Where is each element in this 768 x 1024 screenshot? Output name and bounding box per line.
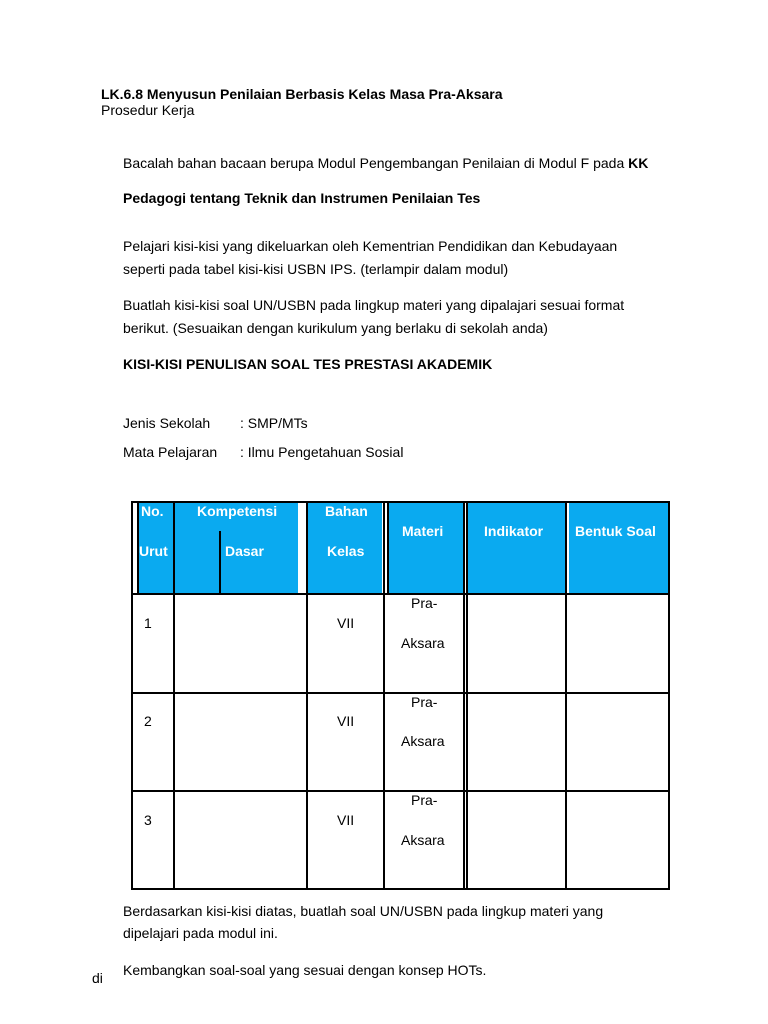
instruction-paragraph-1	[123, 155, 648, 172]
instruction-1-line2: Pedagogi tentang Teknik dan Instrumen Penilaian Tes	[123, 190, 481, 206]
jenis-sekolah-value: : SMP/MTs	[240, 415, 308, 431]
header-bahan-line2: Kelas	[327, 543, 365, 559]
header-no-line1: No.	[141, 503, 164, 519]
header-no-line2: Urut	[139, 543, 168, 559]
document-subtitle: Prosedur Kerja	[101, 102, 195, 118]
footer-fragment: di	[92, 970, 103, 986]
closing-hots: Kembangkan soal-soal yang sesuai dengan konsep HOTs.	[123, 962, 487, 978]
row-2-kelas: VII	[337, 713, 355, 729]
row-divider-1	[131, 692, 670, 694]
instruction-1-bold: KK	[628, 155, 649, 171]
instruction-3-line1: Buatlah kisi-kisi soal UN/USBN pada lingkup materi yang dipalajari sesuai format	[123, 297, 625, 313]
header-bahan-line1: Bahan	[325, 503, 368, 519]
col-divider-bahan	[383, 501, 385, 890]
instruction-2-line1: Pelajari kisi-kisi yang dikeluarkan oleh Kementrian Pendidikan dan Kebudayaan	[123, 238, 618, 254]
document-title: LK.6.8 Menyusun Penilaian Berbasis Kelas Masa Pra-Aksara	[101, 86, 503, 102]
row-2-no: 2	[144, 713, 152, 729]
jenis-sekolah-label: Jenis Sekolah	[123, 415, 211, 431]
row-3-kelas: VII	[337, 812, 355, 828]
instruction-3-line2: berikut. (Sesuaikan dengan kurikulum yang berlaku di sekolah anda)	[123, 320, 548, 336]
mata-pelajaran-label: Mata Pelajaran	[123, 444, 218, 460]
header-materi-left	[387, 501, 389, 595]
instruction-1-text: Bacalah bahan bacaan berupa Modul Pengembangan Penilaian di Modul F pada	[123, 155, 625, 171]
col-divider-indikator	[565, 501, 567, 890]
table-border-bottom	[131, 888, 670, 890]
col-divider-materi	[463, 501, 465, 890]
header-divider	[131, 593, 670, 595]
mata-pelajaran-value: : Ilmu Pengetahuan Sosial	[240, 444, 404, 460]
row-1-materi-line1: Pra-	[411, 595, 438, 611]
row-1-materi-line2: Aksara	[401, 635, 445, 651]
instruction-2-line2: seperti pada tabel kisi-kisi USBN IPS. (terlampir dalam modul)	[123, 261, 509, 277]
header-kompetensi-line1: Kompetensi	[197, 503, 278, 519]
row-2-materi-line2: Aksara	[401, 733, 445, 749]
col-divider-kompetensi	[306, 501, 308, 890]
header-cell-bentuk	[569, 503, 668, 593]
table-border-left	[131, 501, 133, 890]
kompetensi-inner-divider	[219, 531, 221, 593]
header-bentuk-soal: Bentuk Soal	[575, 523, 656, 539]
header-indikator: Indikator	[484, 523, 544, 539]
row-2-materi-line1: Pra-	[411, 694, 438, 710]
row-1-no: 1	[144, 615, 152, 631]
header-cell-materi	[388, 503, 463, 593]
closing-line1: Berdasarkan kisi-kisi diatas, buatlah soal UN/USBN pada lingkup materi yang	[123, 903, 604, 919]
header-cell-indikator	[468, 503, 565, 593]
header-materi: Materi	[402, 523, 444, 539]
header-kompetensi-line2: Dasar	[225, 543, 264, 559]
row-divider-2	[131, 790, 670, 792]
row-1-kelas: VII	[337, 615, 355, 631]
col-divider-no	[173, 501, 175, 890]
table-border-right	[668, 501, 670, 890]
row-3-materi-line1: Pra-	[411, 792, 438, 808]
section-title: KISI-KISI PENULISAN SOAL TES PRESTASI AKADEMIK	[123, 356, 493, 372]
row-3-materi-line2: Aksara	[401, 832, 445, 848]
row-3-no: 3	[144, 812, 152, 828]
kisi-kisi-table	[131, 501, 670, 890]
closing-line2: dipelajari pada modul ini.	[123, 925, 278, 941]
col-divider-materi-double	[466, 501, 468, 890]
